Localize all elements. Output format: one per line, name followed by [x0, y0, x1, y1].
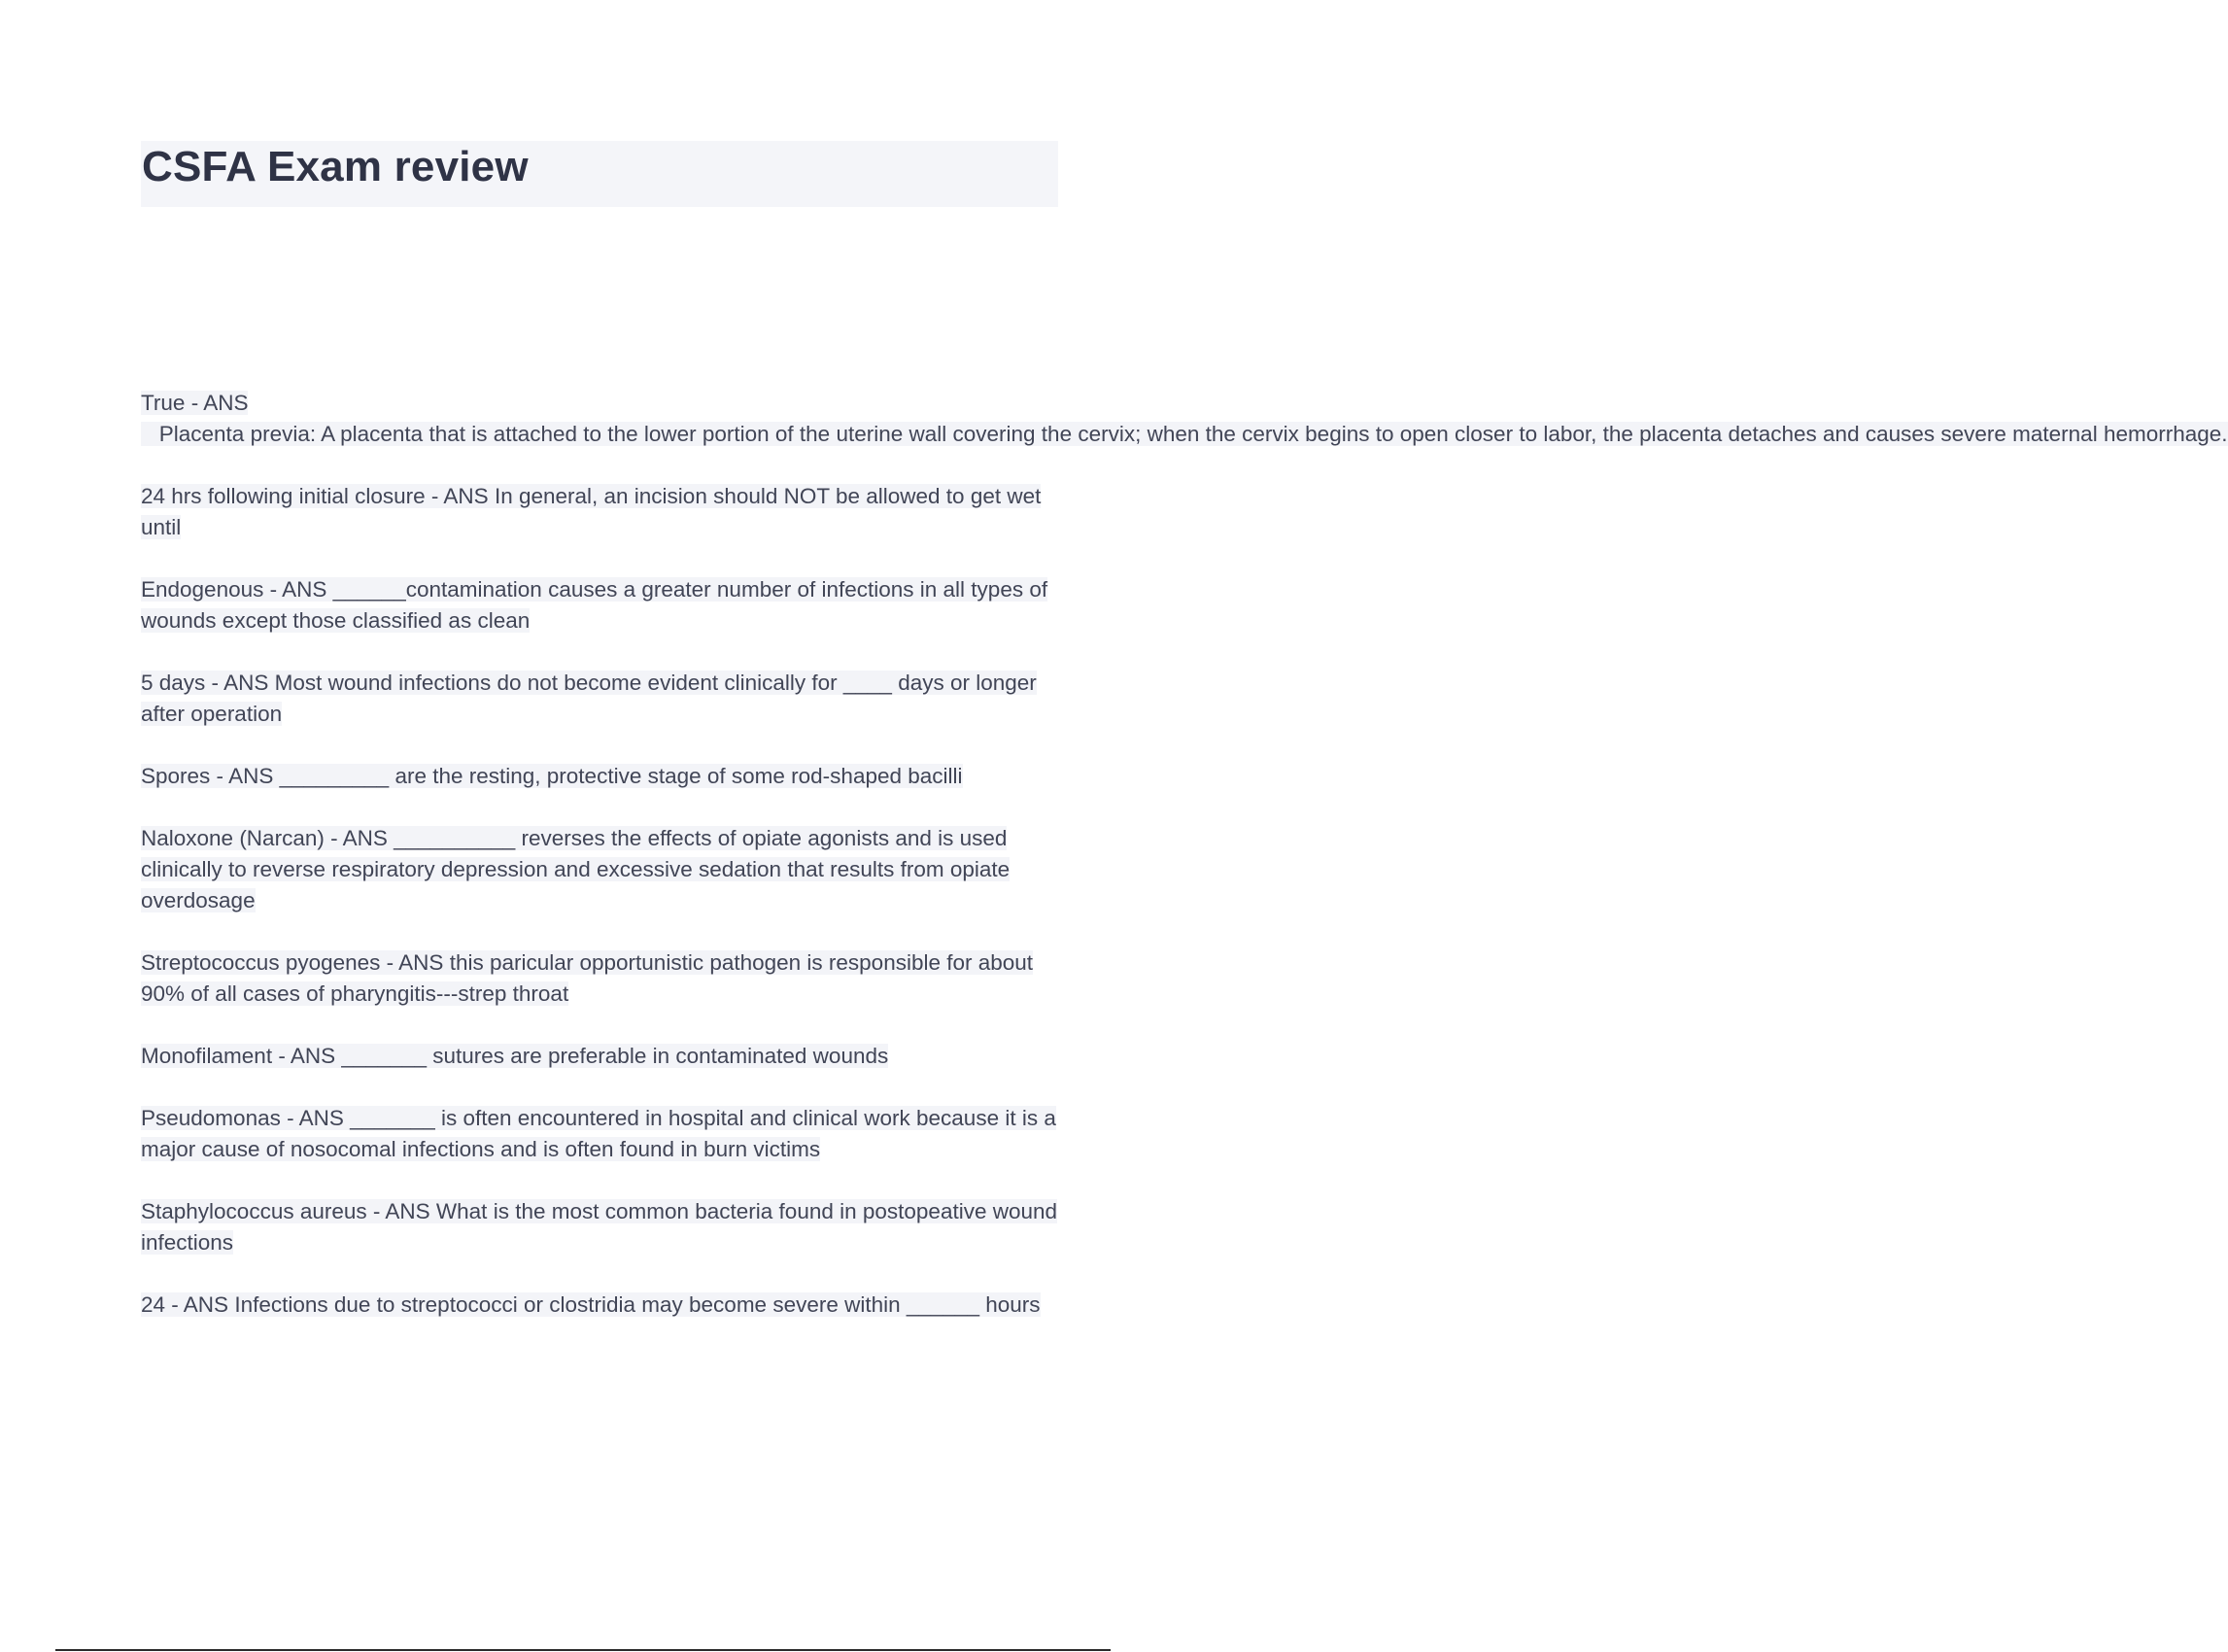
- qa-question: _______ is often encountered in hospital and clinical work because it is a major cause of nosocomal infections and is often found in burn victims: [141, 1106, 1056, 1161]
- qa-separator: -: [280, 1106, 299, 1130]
- qa-question: In general, an incision should NOT be allowed to get wet until: [141, 484, 1042, 539]
- qa-item: [141, 1103, 1059, 1165]
- qa-answer: Spores: [141, 764, 211, 788]
- qa-question: _________ are the resting, protective stage of some rod-shaped bacilli: [273, 764, 963, 788]
- ans-tag: ANS: [290, 1044, 336, 1068]
- ans-tag: ANS: [342, 826, 388, 850]
- qa-answer: Pseudomonas: [141, 1106, 281, 1130]
- qa-item: [141, 823, 1059, 916]
- qa-list: [141, 388, 2228, 1352]
- ans-tag: ANS: [183, 1292, 229, 1317]
- qa-answer: Monofilament: [141, 1044, 273, 1068]
- qa-separator: -: [185, 391, 204, 415]
- ans-tag: ANS: [223, 671, 269, 695]
- page-title: CSFA Exam review: [142, 143, 529, 190]
- qa-item: [141, 761, 1059, 792]
- qa-separator: -: [263, 577, 283, 602]
- qa-item: [141, 388, 2228, 450]
- qa-item: [141, 668, 1059, 730]
- ans-tag: ANS: [385, 1199, 430, 1223]
- qa-answer: Streptococcus pyogenes: [141, 950, 381, 975]
- qa-answer: 24: [141, 1292, 166, 1317]
- qa-question: What is the most common bacteria found in postopeative wound infections: [141, 1199, 1058, 1255]
- footer-divider: [55, 1649, 1111, 1651]
- qa-separator: -: [425, 484, 444, 508]
- qa-question: __________ reverses the effects of opiate agonists and is used clinically to reverse respiratory depression and excessive sedation that results from opiate overdosage: [141, 826, 1011, 912]
- ans-tag: ANS: [228, 764, 274, 788]
- ans-tag: ANS: [443, 484, 489, 508]
- qa-separator: -: [205, 671, 224, 695]
- qa-item: [141, 1041, 1059, 1072]
- qa-separator: -: [210, 764, 229, 788]
- qa-question: ______contamination causes a greater number of infections in all types of wounds except those classified as clean: [141, 577, 1048, 633]
- ans-tag: ANS: [398, 950, 444, 975]
- qa-separator: -: [272, 1044, 291, 1068]
- qa-question: Infections due to streptococci or clostridia may become severe within ______ hours: [228, 1292, 1041, 1317]
- qa-answer: True: [141, 391, 186, 415]
- qa-question: _______ sutures are preferable in contaminated wounds: [335, 1044, 889, 1068]
- ans-tag: ANS: [298, 1106, 344, 1130]
- ans-tag: ANS: [203, 391, 249, 415]
- qa-answer: Endogenous: [141, 577, 264, 602]
- qa-separator: -: [366, 1199, 386, 1223]
- qa-answer: Naloxone (Narcan): [141, 826, 325, 850]
- qa-answer: Staphylococcus aureus: [141, 1199, 367, 1223]
- qa-item: [141, 481, 1059, 543]
- qa-question: Placenta previa: A placenta that is attached to the lower portion of the uterine wall covering the cervix; when the cervix begins to open closer to labor, the placenta detaches and causes severe maternal hemorrhage.: [141, 422, 2228, 446]
- ans-tag: ANS: [282, 577, 327, 602]
- qa-question: Most wound infections do not become evident clinically for ____ days or longer after operation: [141, 671, 1037, 726]
- qa-item: [141, 1290, 1059, 1321]
- qa-separator: -: [165, 1292, 184, 1317]
- qa-answer: 24 hrs following initial closure: [141, 484, 426, 508]
- qa-separator: -: [324, 826, 343, 850]
- qa-question: this paricular opportunistic pathogen is responsible for about 90% of all cases of pharyngitis---strep throat: [141, 950, 1034, 1006]
- qa-item: [141, 947, 1059, 1010]
- qa-separator: -: [380, 950, 399, 975]
- qa-answer: 5 days: [141, 671, 206, 695]
- qa-item: [141, 1196, 1059, 1258]
- qa-item: [141, 574, 1059, 637]
